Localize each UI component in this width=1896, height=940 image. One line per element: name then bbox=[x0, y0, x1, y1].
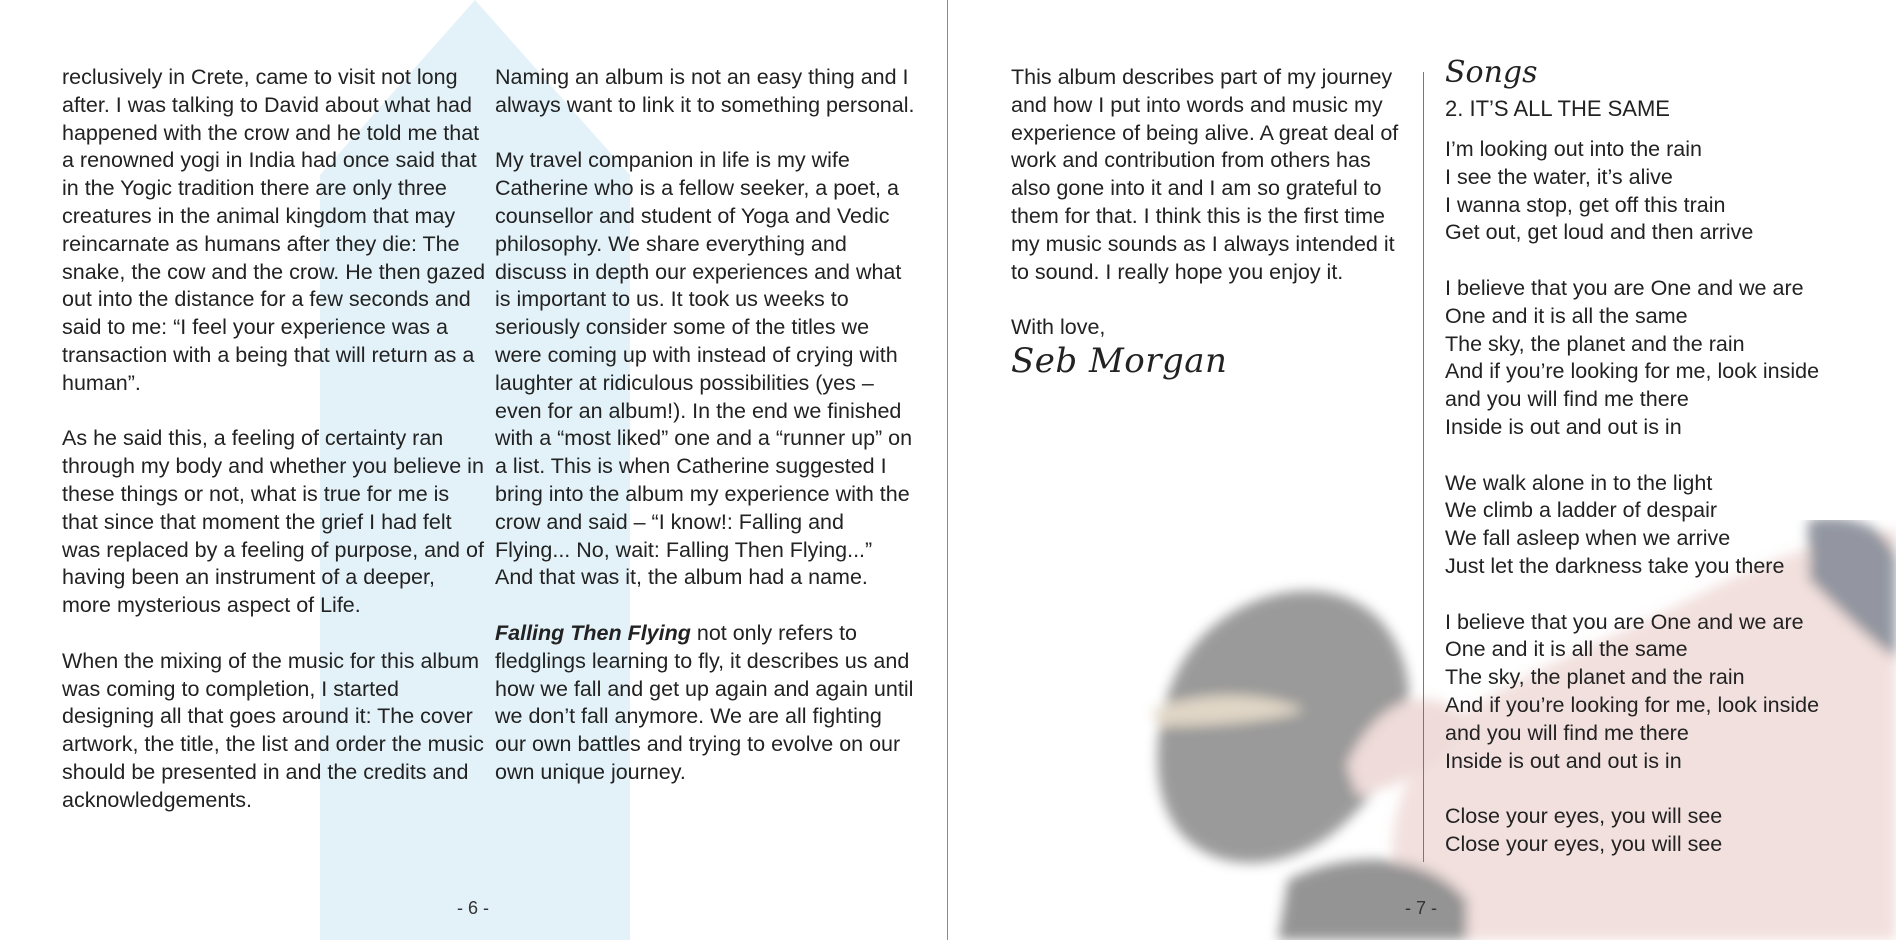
stanza bbox=[1445, 609, 1865, 776]
lyric-line: We climb a ladder of despair bbox=[1445, 498, 1718, 523]
stanza bbox=[1445, 470, 1865, 581]
album-title: Falling Then Flying bbox=[495, 620, 691, 645]
text-column-b bbox=[495, 64, 915, 815]
lyric-line: Get out, get loud and then arrive bbox=[1445, 220, 1754, 245]
lyric-line: One and it is all the same bbox=[1445, 303, 1688, 328]
stanza bbox=[1445, 136, 1865, 247]
lyric-line: The sky, the planet and the rain bbox=[1445, 665, 1745, 690]
lyric-line: I believe that you are One and we are bbox=[1445, 275, 1804, 300]
songs-heading: Songs bbox=[1445, 55, 1538, 90]
closing-text: With love, bbox=[1011, 315, 1106, 340]
signature: Seb Morgan bbox=[1011, 340, 1228, 381]
lyric-line: We fall asleep when we arrive bbox=[1445, 526, 1731, 551]
lyric-line: I wanna stop, get off this train bbox=[1445, 192, 1726, 217]
column-divider bbox=[1423, 72, 1424, 862]
paragraph: When the mixing of the music for this album was coming to completion, I started designing all that goes around it: The cover artwork, the title, the list and order the music should be presented in and the credits and acknowledgements. bbox=[62, 648, 484, 812]
lyric-line: and you will find me there bbox=[1445, 720, 1689, 745]
lyric-line: I’m looking out into the rain bbox=[1445, 137, 1702, 161]
songs-section bbox=[1445, 54, 1865, 887]
paragraph bbox=[495, 620, 915, 787]
lyric-line: Close your eyes, you will see bbox=[1445, 804, 1723, 829]
right-page bbox=[948, 0, 1896, 940]
stanza bbox=[1445, 803, 1865, 859]
lyric-line: The sky, the planet and the rain bbox=[1445, 331, 1745, 356]
paragraph: Naming an album is not an easy thing and I always want to link it to something personal. bbox=[495, 65, 915, 117]
intro-column bbox=[1011, 64, 1411, 381]
lyric-line: We walk alone in to the light bbox=[1445, 470, 1713, 495]
lyric-line: Inside is out and out is in bbox=[1445, 414, 1682, 439]
lyric-line: And if you’re looking for me, look inside bbox=[1445, 692, 1820, 717]
page-number: - 7 - bbox=[1405, 898, 1438, 918]
left-page bbox=[0, 0, 947, 940]
text-column-a bbox=[62, 64, 487, 842]
song-title: 2. IT’S ALL THE SAME bbox=[1445, 96, 1670, 121]
lyric-line: Close your eyes, you will see bbox=[1445, 831, 1723, 856]
lyric-line: And if you’re looking for me, look inside bbox=[1445, 359, 1820, 384]
lyric-line: Just let the darkness take you there bbox=[1445, 553, 1785, 578]
lyric-line: I see the water, it’s alive bbox=[1445, 164, 1673, 189]
lyric-line: I believe that you are One and we are bbox=[1445, 609, 1804, 634]
lyric-line: Inside is out and out is in bbox=[1445, 748, 1682, 773]
lyrics bbox=[1445, 136, 1865, 859]
paragraph-text: not only refers to fledglings learning to fly, it describes us and how we fall and get up again and again until we don’t fall anymore. We are all fighting our own battles and trying to evolve on our own unique journey. bbox=[495, 620, 914, 784]
paragraph: My travel companion in life is my wife Catherine who is a fellow seeker, a poet, a counsellor and student of Yoga and Vedic philosophy. We share everything and discuss in depth our experiences and what is important to us. It took us weeks to seriously consider some of the titles we were coming up with instead of crying with laughter at ridiculous possibilities (yes – even for an album!). In the end we finished with a “most liked” one and a “runner up” on a list. This is when Catherine suggested I bring into the album my experience with the crow and said – “I know!: Falling and Flying... No, wait: Falling Then Flying...” And that was it, the album had a name. bbox=[495, 148, 913, 590]
intro-paragraph: This album describes part of my journey and how I put into words and music my experience of being alive. A great deal of work and contribution from others has also gone into it and I am so grateful to them for that. I think this is the first time my music sounds as I always intended it to sound. I really hope you enjoy it. bbox=[1011, 65, 1399, 284]
lyric-line: and you will find me there bbox=[1445, 387, 1689, 412]
paragraph: reclusively in Crete, came to visit not long after. I was talking to David about what had happened with the crow and he told me that a renowned yogi in India had once said that in the Yogic tradition there are only three creatures in the animal kingdom that may reincarnate as humans after they die: The snake, the cow and the crow. He then gazed out into the distance for a few seconds and said to me: “I feel your experience was a transaction with a being that will return as a human”. bbox=[62, 65, 486, 395]
page-number: - 6 - bbox=[457, 898, 490, 918]
stanza bbox=[1445, 275, 1865, 442]
paragraph: As he said this, a feeling of certainty ran through my body and whether you believe in these things or not, what is true for me is that since that moment the grief I had felt was replaced by a feeling of purpose, and of having been an instrument of a deeper, more mysterious aspect of Life. bbox=[62, 426, 484, 618]
lyric-line: One and it is all the same bbox=[1445, 637, 1688, 662]
